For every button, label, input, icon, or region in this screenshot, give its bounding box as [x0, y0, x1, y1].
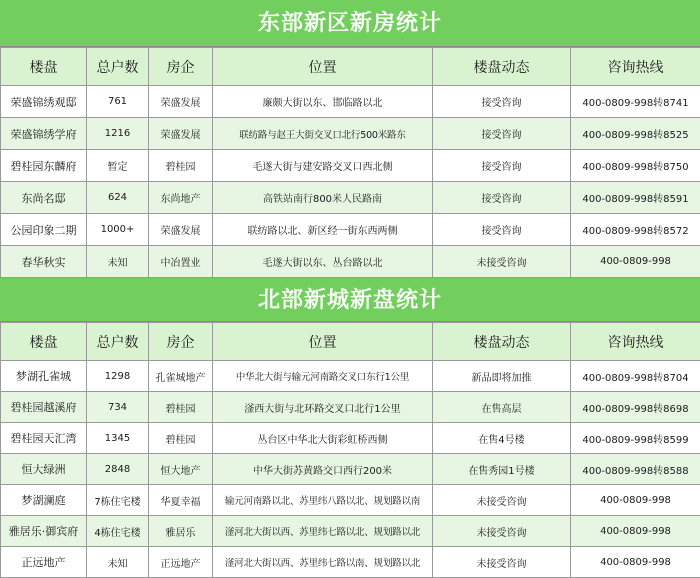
table-row — [1, 454, 700, 485]
cell-developer: 东尚地产 — [149, 182, 213, 214]
table-row — [1, 182, 700, 214]
table-row — [1, 246, 700, 278]
cell-project: 梦湖澜庭 — [1, 485, 87, 516]
cell-units: 1345 — [87, 423, 149, 454]
table-row — [1, 150, 700, 182]
header-developer: 房企 — [149, 48, 213, 86]
cell-units: 624 — [87, 182, 149, 214]
cell-hotline: 400-0809-998转8704 — [571, 361, 700, 392]
cell-hotline: 400-0809-998 — [571, 547, 700, 578]
cell-units: 未知 — [87, 547, 149, 578]
cell-developer: 正远地产 — [149, 547, 213, 578]
table-row — [1, 214, 700, 246]
cell-location: 输元河南路以北、苏里纬八路以北、规划路以南 — [213, 485, 433, 516]
cell-hotline: 400-0809-998转8599 — [571, 423, 700, 454]
cell-status: 未接受咨询 — [433, 516, 571, 547]
cell-status: 接受咨询 — [433, 214, 571, 246]
header-units: 总户数 — [87, 323, 149, 361]
header-status: 楼盘动态 — [433, 323, 571, 361]
cell-developer: 中冶置业 — [149, 246, 213, 278]
cell-status: 接受咨询 — [433, 86, 571, 118]
section-title-east: 东部新区新房统计 — [0, 0, 700, 47]
cell-status: 未接受咨询 — [433, 485, 571, 516]
cell-hotline: 400-0809-998转8741 — [571, 86, 700, 118]
table-row — [1, 485, 700, 516]
cell-project: 碧桂园天汇湾 — [1, 423, 87, 454]
cell-project: 雅居乐·御宾府 — [1, 516, 87, 547]
table-row — [1, 361, 700, 392]
cell-status: 在售高层 — [433, 392, 571, 423]
cell-hotline: 400-0809-998 — [571, 516, 700, 547]
table-row — [1, 423, 700, 454]
cell-units: 761 — [87, 86, 149, 118]
cell-location: 廉颇大街以东、邯临路以北 — [213, 86, 433, 118]
table-row — [1, 392, 700, 423]
cell-status: 接受咨询 — [433, 150, 571, 182]
cell-developer: 华夏幸福 — [149, 485, 213, 516]
cell-project: 恒大绿洲 — [1, 454, 87, 485]
cell-status: 在售秀园1号楼 — [433, 454, 571, 485]
cell-hotline: 400-0809-998转8591 — [571, 182, 700, 214]
cell-location: 滏河北大街以西、苏里纬七路以南、规划路以北 — [213, 547, 433, 578]
header-status: 楼盘动态 — [433, 48, 571, 86]
cell-hotline: 400-0809-998转8588 — [571, 454, 700, 485]
section-title-north: 北部新城新盘统计 — [0, 278, 700, 322]
cell-status: 未接受咨询 — [433, 547, 571, 578]
cell-developer: 碧桂园 — [149, 150, 213, 182]
table-east — [0, 47, 700, 278]
cell-status: 新品即将加推 — [433, 361, 571, 392]
header-project: 楼盘 — [1, 323, 87, 361]
table-row — [1, 86, 700, 118]
cell-location: 毛遂大街以东、丛台路以北 — [213, 246, 433, 278]
cell-project: 碧桂园越溪府 — [1, 392, 87, 423]
cell-units: 1000+ — [87, 214, 149, 246]
cell-status: 未接受咨询 — [433, 246, 571, 278]
cell-location: 丛台区中华北大街彩虹桥西侧 — [213, 423, 433, 454]
cell-developer: 碧桂园 — [149, 423, 213, 454]
table-row — [1, 118, 700, 150]
cell-project: 春华秋实 — [1, 246, 87, 278]
cell-status: 接受咨询 — [433, 182, 571, 214]
cell-location: 滏西大街与北环路交叉口北行1公里 — [213, 392, 433, 423]
cell-units: 4栋住宅楼 — [87, 516, 149, 547]
header-hotline: 咨询热线 — [571, 323, 700, 361]
cell-hotline: 400-0809-998转8750 — [571, 150, 700, 182]
cell-project: 东尚名邸 — [1, 182, 87, 214]
cell-location: 中华大街苏黄路交口西行200米 — [213, 454, 433, 485]
cell-project: 正远地产 — [1, 547, 87, 578]
cell-project: 荣盛锦绣学府 — [1, 118, 87, 150]
cell-developer: 恒大地产 — [149, 454, 213, 485]
cell-developer: 荣盛发展 — [149, 118, 213, 150]
cell-units: 7栋住宅楼 — [87, 485, 149, 516]
cell-location: 中华北大街与输元河南路交叉口东行1公里 — [213, 361, 433, 392]
cell-location: 滏河北大街以西、苏里纬七路以北、规划路以北 — [213, 516, 433, 547]
cell-status: 接受咨询 — [433, 118, 571, 150]
cell-developer: 荣盛发展 — [149, 214, 213, 246]
cell-units: 未知 — [87, 246, 149, 278]
header-units: 总户数 — [87, 48, 149, 86]
cell-hotline: 400-0809-998 — [571, 485, 700, 516]
cell-units: 2848 — [87, 454, 149, 485]
cell-project: 荣盛锦绣观邸 — [1, 86, 87, 118]
cell-location: 毛遂大街与建安路交叉口西北侧 — [213, 150, 433, 182]
cell-project: 公园印象二期 — [1, 214, 87, 246]
cell-hotline: 400-0809-998 — [571, 246, 700, 278]
header-location: 位置 — [213, 323, 433, 361]
cell-project: 梦湖孔雀城 — [1, 361, 87, 392]
section-east — [0, 0, 700, 278]
cell-developer: 孔雀城地产 — [149, 361, 213, 392]
header-project: 楼盘 — [1, 48, 87, 86]
header-location: 位置 — [213, 48, 433, 86]
header-row — [1, 323, 700, 361]
cell-hotline: 400-0809-998转8525 — [571, 118, 700, 150]
cell-location: 联纺路与赵王大街交叉口北行500米路东 — [213, 118, 433, 150]
cell-hotline: 400-0809-998转8698 — [571, 392, 700, 423]
table-row — [1, 547, 700, 578]
header-row — [1, 48, 700, 86]
cell-location: 高铁站南行800米人民路南 — [213, 182, 433, 214]
cell-units: 暂定 — [87, 150, 149, 182]
cell-units: 734 — [87, 392, 149, 423]
table-row — [1, 516, 700, 547]
cell-status: 在售4号楼 — [433, 423, 571, 454]
cell-developer: 碧桂园 — [149, 392, 213, 423]
cell-developer: 荣盛发展 — [149, 86, 213, 118]
cell-project: 碧桂园东麟府 — [1, 150, 87, 182]
cell-units: 1298 — [87, 361, 149, 392]
table-north — [0, 322, 700, 578]
section-north — [0, 278, 700, 578]
cell-developer: 雅居乐 — [149, 516, 213, 547]
header-developer: 房企 — [149, 323, 213, 361]
cell-location: 联纺路以北、新区经一街东西两侧 — [213, 214, 433, 246]
cell-units: 1216 — [87, 118, 149, 150]
cell-hotline: 400-0809-998转8572 — [571, 214, 700, 246]
header-hotline: 咨询热线 — [571, 48, 700, 86]
